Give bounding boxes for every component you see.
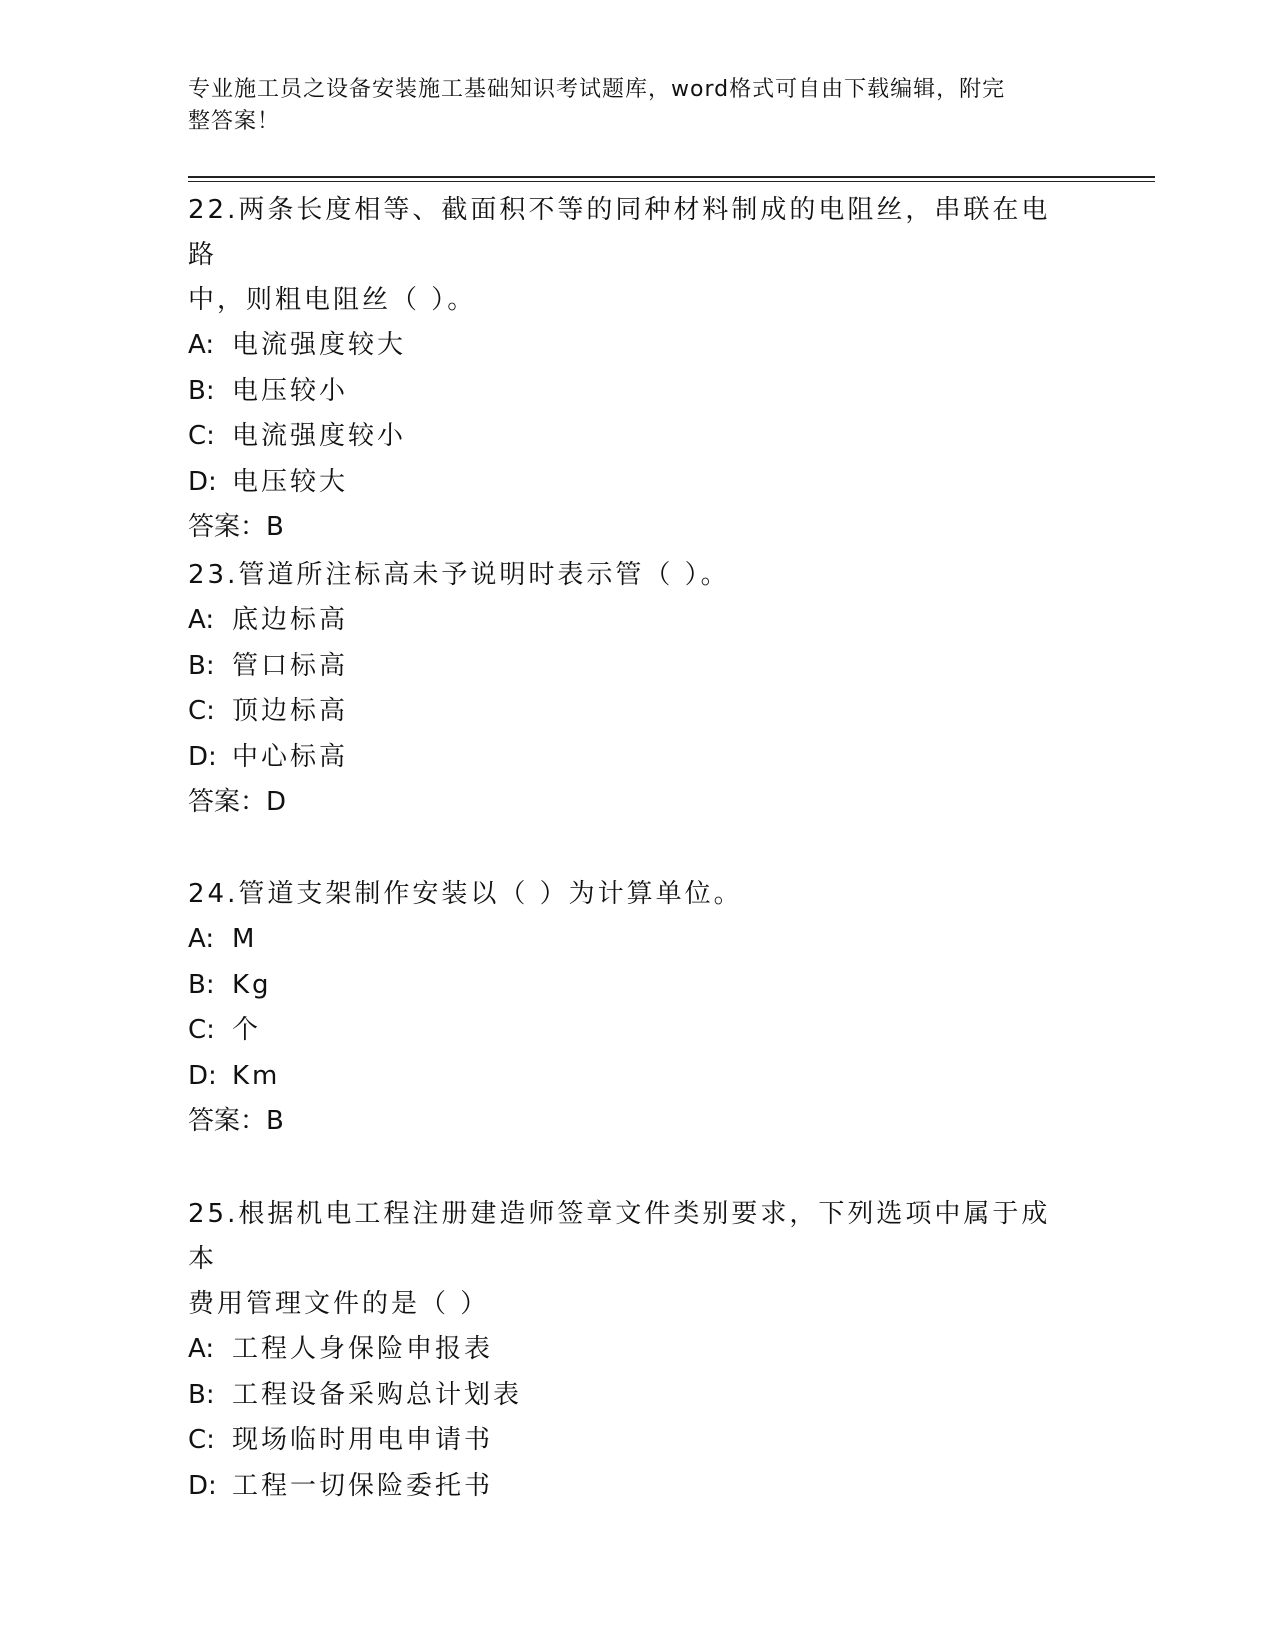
option-text: 工程人身保险申报表 [232,1334,494,1364]
option-text: 工程设备采购总计划表 [232,1379,523,1410]
option-c [188,1418,1078,1464]
option-d [188,1464,1078,1510]
option-text: 管口标高 [232,650,349,681]
option-key: C: [188,696,215,726]
header-divider-thick [188,176,1155,178]
header-line-2: 整答案！ [188,109,281,134]
question-stem-line-1: 23.管道所注标高未予说明时表示管（ ）。 [188,560,730,590]
option-text: 中心标高 [232,741,349,772]
option-key: B: [188,375,215,406]
option-key: A: [188,1334,215,1364]
question-stem-line-1: 24.管道支架制作安装以（ ）为计算单位。 [188,879,743,909]
option-key: A: [188,605,215,635]
question-25 [188,1192,1078,1509]
question-24 [188,872,1078,1144]
question-stem-line-1: 25.根据机电工程注册建造师签章文件类别要求，下列选项中属于成本 [188,1199,1051,1274]
option-b [188,1373,1078,1419]
question-stem-line-1: 22.两条长度相等、截面积不等的同种材料制成的电阻丝，串联在电路 [188,195,1051,270]
option-b [188,369,1078,415]
option-key: B: [188,1379,215,1410]
question-stem-line-2: 中，则粗电阻丝（ ）。 [188,285,477,315]
option-text: Km [232,1060,281,1091]
answer-line: 答案：B [188,1106,284,1136]
option-text: 顶边标高 [232,696,349,726]
option-key: A: [188,924,215,954]
option-c [188,1008,1078,1054]
option-key: C: [188,1015,215,1045]
option-d [188,460,1078,506]
document-header [188,74,1068,138]
option-d [188,735,1078,781]
option-c [188,414,1078,460]
option-d [188,1054,1078,1100]
option-text: 电压较小 [232,375,349,406]
option-a [188,917,1078,963]
option-text: 电流强度较小 [232,421,407,451]
option-key: B: [188,969,215,1000]
option-key: D: [188,741,217,772]
header-line-1: 专业施工员之设备安装施工基础知识考试题库，word格式可自由下载编辑，附完 [188,77,1006,102]
answer-line: 答案：B [188,512,284,542]
option-key: D: [188,466,217,497]
option-text: 电压较大 [232,466,349,497]
question-23 [188,553,1078,825]
header-divider-thin [188,181,1155,182]
option-a [188,598,1078,644]
option-key: A: [188,330,215,360]
question-22 [188,188,1078,550]
option-key: D: [188,1060,217,1091]
answer-line: 答案：D [188,787,287,817]
option-key: B: [188,650,215,681]
option-key: C: [188,1425,215,1455]
option-key: D: [188,1470,217,1501]
option-c [188,689,1078,735]
option-text: 底边标高 [232,605,349,635]
question-stem-line-2: 费用管理文件的是（ ） [188,1289,490,1319]
option-text: 电流强度较大 [232,330,407,360]
option-text: Kg [232,969,272,1000]
option-key: C: [188,421,215,451]
option-text: M [232,924,258,954]
option-text: 工程一切保险委托书 [232,1470,494,1501]
option-b [188,644,1078,690]
option-b [188,963,1078,1009]
option-text: 现场临时用电申请书 [232,1425,494,1455]
option-a [188,1327,1078,1373]
option-a [188,323,1078,369]
option-text: 个 [232,1015,262,1045]
